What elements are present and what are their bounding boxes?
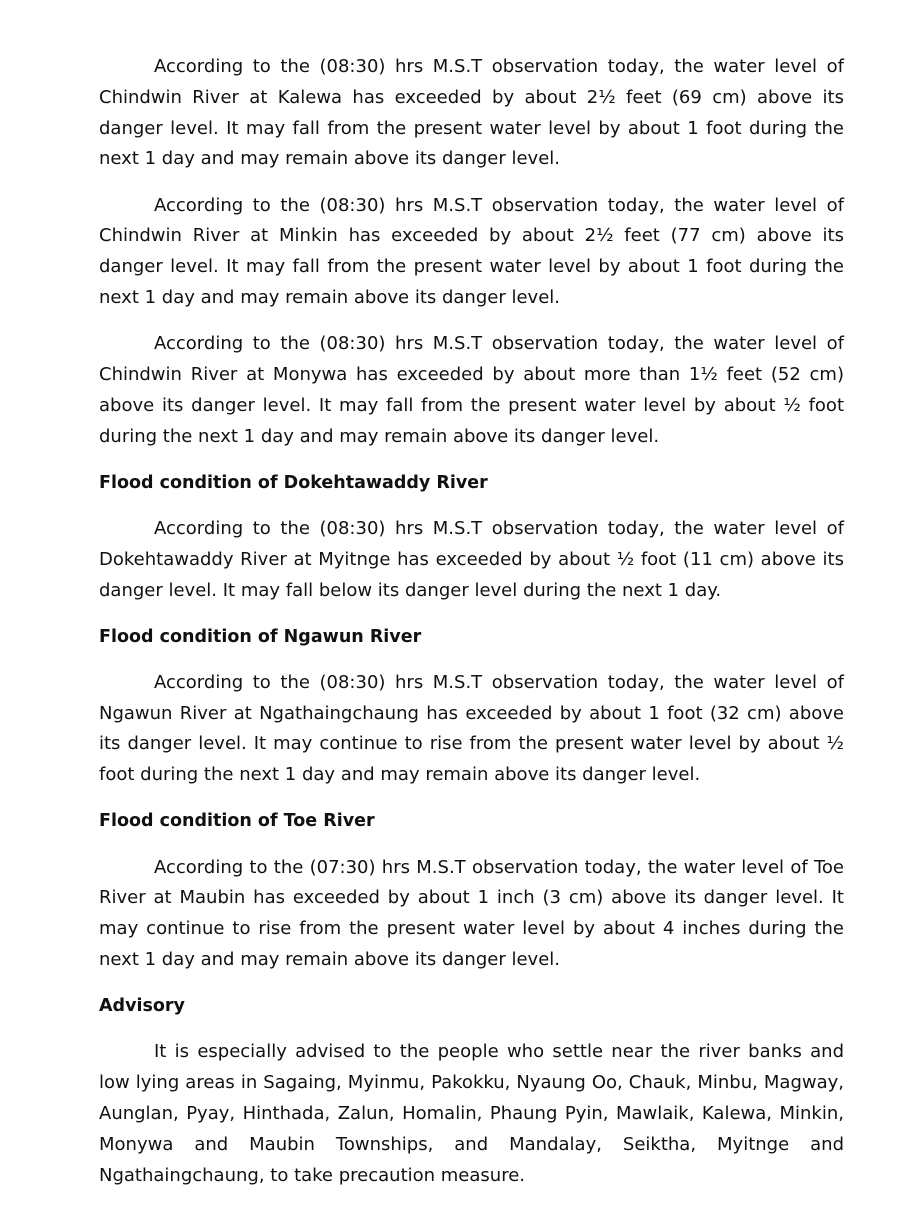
heading-advisory: Advisory — [99, 996, 185, 1017]
paragraph-chindwin-monywa: According to the (08:30) hrs M.S.T observation today, the water level of Chindwin River at Monywa has exceeded by about more than 1½ feet (52 cm) above its danger level. It may fall from the present water level by about ½ foot during the next 1 day and may remain above its danger level. — [99, 333, 844, 447]
paragraph-toe-maubin: According to the (07:30) hrs M.S.T observation today, the water level of Toe River at Maubin has exceeded by about 1 inch (3 cm) above its danger level. It may continue to rise from the present water level by about 4 inches during the next 1 day and may remain above its danger level. — [99, 856, 844, 971]
paragraph-chindwin-minkin: According to the (08:30) hrs M.S.T observation today, the water level of Chindwin River at Minkin has exceeded by about 2½ feet (77 cm) above its danger level. It may fall from the present water level by about 1 foot during the next 1 day and may remain above its danger level. — [99, 194, 844, 308]
heading-ngawun: Flood condition of Ngawun River — [99, 626, 422, 647]
heading-dokehtawaddy: Flood condition of Dokehtawaddy River — [99, 472, 488, 493]
heading-toe: Flood condition of Toe River — [99, 811, 375, 832]
paragraph-advisory: It is especially advised to the people who settle near the river banks and low lying areas in Sagaing, Myinmu, Pakokku, Nyaung Oo, Chauk, Minbu, Magway, Aunglan, Pyay, Hinthada, Zalun, Homalin, Phaung Pyin, Mawlaik, Kalewa, Minkin, Monywa and Maubin Townships, and Mandalay, Seiktha, Myitnge and Ngathaingchaung, to take precaution measure. — [99, 1041, 844, 1186]
paragraph-chindwin-kalewa: According to the (08:30) hrs M.S.T observation today, the water level of Chindwin River at Kalewa has exceeded by about 2½ feet (69 cm) above its danger level. It may fall from the present water level by about 1 foot during the next 1 day and may remain above its danger level. — [99, 56, 844, 170]
paragraph-dokehtawaddy-myitnge: According to the (08:30) hrs M.S.T observation today, the water level of Dokehtawaddy River at Myitnge has exceeded by about ½ foot (11 cm) above its danger level. It may fall below its danger level during the next 1 day. — [99, 517, 844, 601]
paragraph-ngawun-ngathaingchaung: According to the (08:30) hrs M.S.T observation today, the water level of Ngawun River at Ngathaingchaung has exceeded by about 1 foot (32 cm) above its danger level. It may continue to rise from the present water level by about ½ foot during the next 1 day and may remain above its danger level. — [99, 671, 844, 786]
document-page — [99, 52, 844, 1207]
